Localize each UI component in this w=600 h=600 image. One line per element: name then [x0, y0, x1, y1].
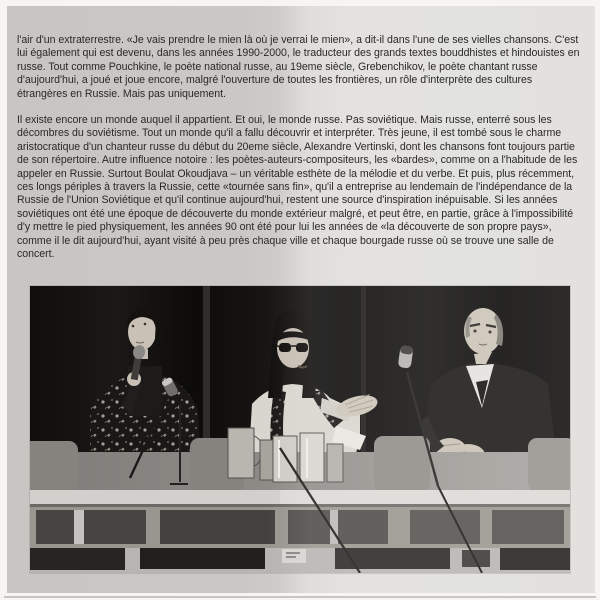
- body-text: [17, 34, 584, 275]
- scan-bottom-edge: [4, 596, 596, 598]
- photo-canvas: [30, 286, 570, 573]
- booklet-page-scan: [7, 6, 595, 593]
- paragraph-1: l'air d'un extraterrestre. «Je vais prendre le mien là où je verrai le mien», a dit-il dans l'une de ses vielles chansons. C'est lui également qui est devenu, dans les années 1990-2000, le traducteur des grands textes bouddhistes et hindouistes en russe. Tout comme Pouchkine, le poète national russe, au 19eme siècle, Grebenchikov, le poète chantant russe d'aujourd'hui, a joué et joue encore, malgré l'ouverture de toutes les frontières, un rôle d'interprète des cultures étrangères en Russie. Mais pas uniquement.: [17, 34, 580, 100]
- fold-light-overlay: [30, 286, 570, 573]
- paragraph-2: Il existe encore un monde auquel il appartient. Et oui, le monde russe. Pas soviétique. Mais russe, enterré sous les décombres du soviétisme. Tout un monde qu'il a fallu découvrir et interpréter. Très jeune, il est tombé sous le charme aristocratique d'un chanteur russe du début du 20eme siècle, Alexandre Vertinski, dont les chansons font toujours partie de son répertoire. Autre influence notoire : les poètes-auteurs-compositeurs, les «bardes», comme on a l'habitude de les appeler en Russie. Surtout Boulat Okoudjava – un véritable esthète de la mélodie et du verbe. Et puis, plus récemment, ces longs périples à travers la Russie, cette «tournée sans fin», qu'il a entreprise au lendemain de l'indépendance de la Russie de l'Union Soviétique et qu'il continue aujourd'hui, restent une source d'inspiration inépuisable. Si les années soviétiques ont été une époque de découverte du monde extérieur malgré, et peut être, en partie, grâce à l'impossibilité d'y mettre le pied physiquement, les années 90 ont été pour lui les années de «la découverte de son propre pays», comme il le dit aujourd'hui, ayant visité à peu près chaque ville et chaque bourgade russe où se trouve une salle de concert.: [17, 114, 578, 261]
- photograph-press-conference: [30, 286, 570, 573]
